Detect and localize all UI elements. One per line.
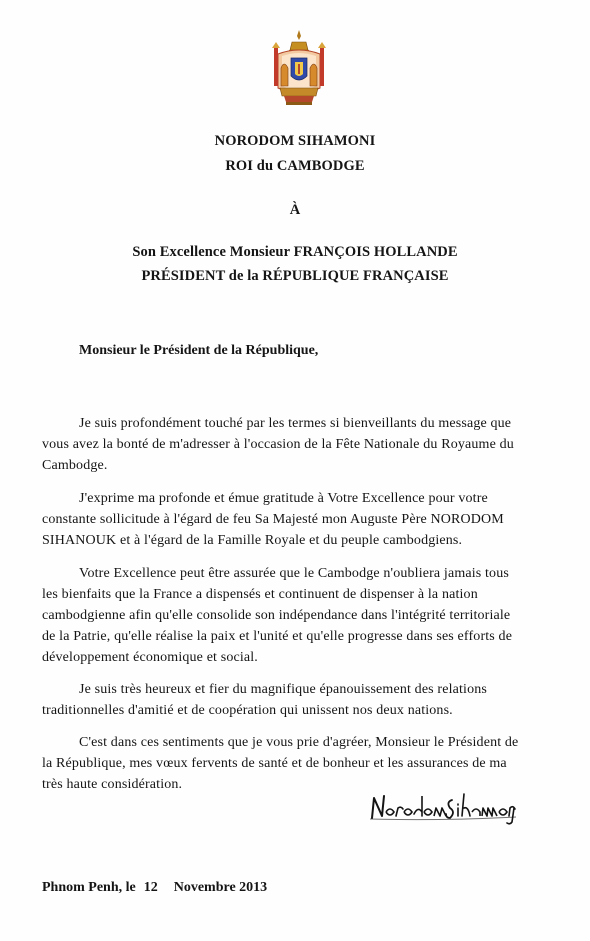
royal-coat-of-arms-emblem [270,28,328,108]
paragraph-line: constante sollicitude à l'égard de feu Sa Majesté mon Auguste Père NORODOM [42,512,504,527]
paragraph-line: J'exprime ma profonde et émue gratitude à Votre Excellence pour votre [79,491,488,506]
sender-name: NORODOM SIHAMONI [214,133,376,149]
paragraph-line: de la Patrie, qu'elle réalise la paix et l'unité et qu'elle progresse dans ses efforts de [42,629,513,644]
date-month-year: Novembre 2013 [173,880,268,895]
paragraph-line: Votre Excellence peut être assurée que le Cambodge n'oubliera jamais tous [79,566,509,581]
paragraph-line: Je suis très heureux et fier du magnifique épanouissement des relations [79,682,487,697]
paragraph-line: Je suis profondément touché par les termes si bienveillants du message que [79,416,512,431]
date-line [42,880,267,896]
date-day: 12 [143,880,158,895]
paragraph-line: traditionnelles d'amitié et de coopération qui unissent nos deux nations. [42,703,453,718]
addressee-preposition: À [289,202,301,218]
paragraph-line: cambodgienne afin qu'elle consolide son indépendance dans l'intégrité territoriale [42,608,511,623]
paragraph-line: les bienfaits que la France a dispensés et continuent de dispenser à la nation [42,587,478,602]
salutation: Monsieur le Président de la République, [79,343,319,358]
paragraph-line: vous avez la bonté de m'adresser à l'occasion de la Fête Nationale du Royaume du [42,437,514,452]
paragraph-line: la République, mes vœux fervents de santé et de bonheur et les assurances de ma [42,756,507,771]
date-place: Phnom Penh, le [42,880,136,895]
paragraph-line: très haute considération. [42,777,183,792]
handwritten-signature [368,788,518,826]
paragraph-line: Cambodge. [42,458,108,473]
paragraph-line: C'est dans ces sentiments que je vous prie d'agréer, Monsieur le Président de [79,735,519,750]
sender-title: ROI du CAMBODGE [225,158,365,174]
recipient-title: PRÉSIDENT de la RÉPUBLIQUE FRANÇAISE [141,268,449,284]
paragraph-line: développement économique et social. [42,650,258,665]
paragraph-line: SIHANOUK et à l'égard de la Famille Royale et du peuple cambodgiens. [42,533,463,548]
recipient-name: Son Excellence Monsieur FRANÇOIS HOLLANDE [132,244,458,260]
